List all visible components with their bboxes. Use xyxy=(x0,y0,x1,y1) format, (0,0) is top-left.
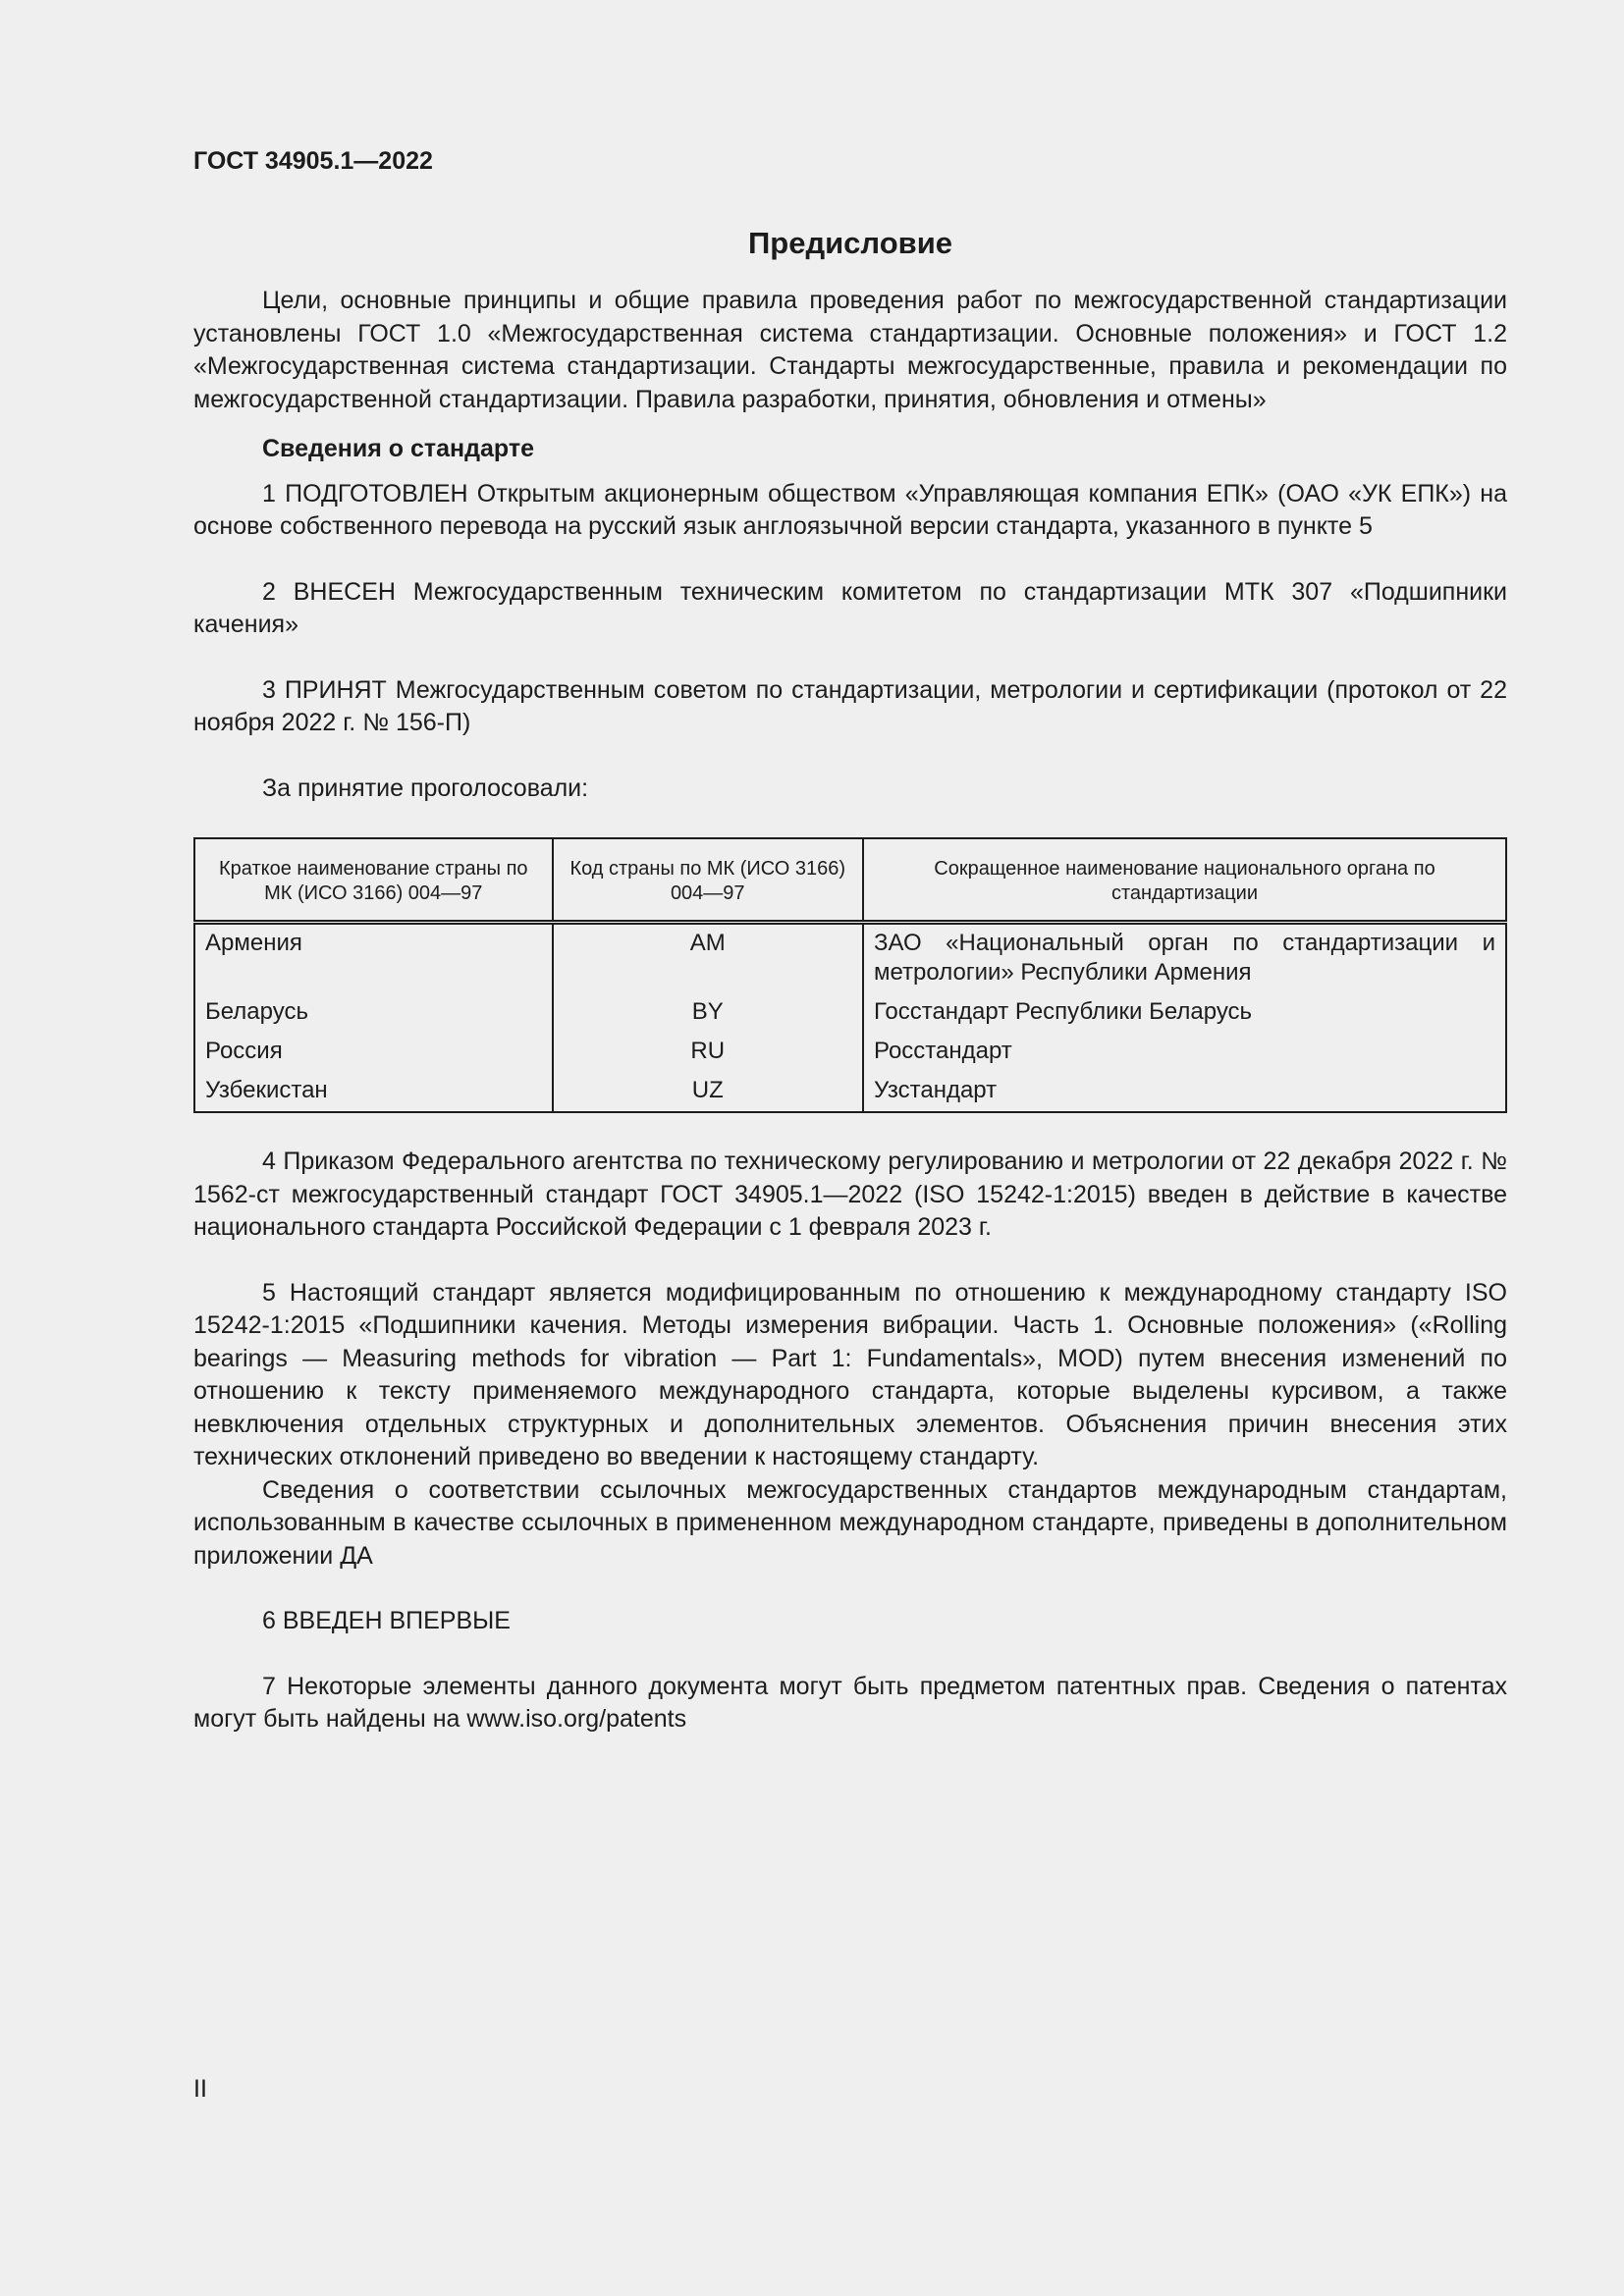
column-header-code: Код страны по МК (ИСО 3166) 004—97 xyxy=(553,838,863,923)
item-5-paragraph: 5 Настоящий стандарт является модифицированным по отношению к международному стандарту ISO 15242-1:2015 «Подшипники качения. Методы измерения вибрации. Часть 1. Основные положения» («Rolling bearings — Measuring methods for vibration — Part 1: Fundamentals», MOD) путем внесения изменений по отношению к тексту применяемого международного стандарта, которые выделены курсивом, а также невключения отдельных структурных и дополнительных элементов. Объяснения причин внесения этих технических отклонений приведено во введении к настоящему стандарту. xyxy=(193,1278,1507,1470)
foreword-content xyxy=(193,224,1507,1736)
page-title: Предисловие xyxy=(747,226,952,260)
intro-paragraph: Цели, основные принципы и общие правила проведения работ по межгосударственной стандартизации установлены ГОСТ 1.0 «Межгосударственная система стандартизации. Основные положения» и ГОСТ 1.2 «Межгосударственная система стандартизации. Стандарты межгосударственные, правила и рекомендации по межгосударственной стандартизации. Правила разработки, принятия, обновления и отмены» xyxy=(193,287,1507,413)
authority-cell: Госстандарт Республики Беларусь xyxy=(863,993,1506,1033)
voting-countries-table xyxy=(193,837,1507,1113)
item-3-paragraph: 3 ПРИНЯТ Межгосударственным советом по стандартизации, метрологии и сертификации (протокол от 22 ноября 2022 г. № 156-П) xyxy=(193,675,1507,736)
item-5-references-paragraph: Сведения о соответствии ссылочных межгосударственных стандартов международным стандартам, использованным в качестве ссылочных в примененном международном стандарте, приведены в дополнительном приложении ДА xyxy=(193,1475,1507,1570)
code-cell: AM xyxy=(553,923,863,994)
code-cell: BY xyxy=(553,993,863,1033)
section-subheading: Сведения о стандарте xyxy=(262,435,535,462)
table-row xyxy=(194,923,1506,994)
item-6-paragraph: 6 ВВЕДЕН ВПЕРВЫЕ xyxy=(262,1607,511,1634)
document-code-header: ГОСТ 34905.1—2022 xyxy=(193,147,433,175)
item-7-paragraph: 7 Некоторые элементы данного документа могут быть предметом патентных прав. Сведения о патентах могут быть найдены на www.iso.org/patents xyxy=(193,1672,1507,1733)
authority-cell: ЗАО «Национальный орган по стандартизации и метрологии» Республики Армения xyxy=(863,923,1506,994)
country-cell: Россия xyxy=(194,1033,553,1072)
table-row xyxy=(194,993,1506,1033)
country-cell: Беларусь xyxy=(194,993,553,1033)
item-1-paragraph: 1 ПОДГОТОВЛЕН Открытым акционерным обществом «Управляющая компания ЕПК» (ОАО «УК ЕПК») на основе собственного перевода на русский язык англоязычной версии стандарта, указанного в пункте 5 xyxy=(193,479,1507,540)
column-header-country: Краткое наименование страны по МК (ИСО 3166) 004—97 xyxy=(194,838,553,923)
table-header-row xyxy=(194,838,1506,923)
table-row xyxy=(194,1072,1506,1112)
authority-cell: Росстандарт xyxy=(863,1033,1506,1072)
country-cell: Узбекистан xyxy=(194,1072,553,1112)
country-cell: Армения xyxy=(194,923,553,994)
page-number: II xyxy=(193,2075,207,2103)
item-2-paragraph: 2 ВНЕСЕН Межгосударственным техническим комитетом по стандартизации МТК 307 «Подшипники качения» xyxy=(193,577,1507,638)
authority-cell: Узстандарт xyxy=(863,1072,1506,1112)
item-4-paragraph: 4 Приказом Федерального агентства по техническому регулированию и метрологии от 22 декабря 2022 г. № 1562-ст межгосударственный стандарт ГОСТ 34905.1—2022 (ISO 15242-1:2015) введен в действие в качестве национального стандарта Российской Федерации с 1 февраля 2023 г. xyxy=(193,1148,1507,1241)
column-header-authority: Сокращенное наименование национального органа по стандартизации xyxy=(863,838,1506,923)
voted-label: За принятие проголосовали: xyxy=(262,774,589,802)
table-row xyxy=(194,1033,1506,1072)
code-cell: UZ xyxy=(553,1072,863,1112)
code-cell: RU xyxy=(553,1033,863,1072)
